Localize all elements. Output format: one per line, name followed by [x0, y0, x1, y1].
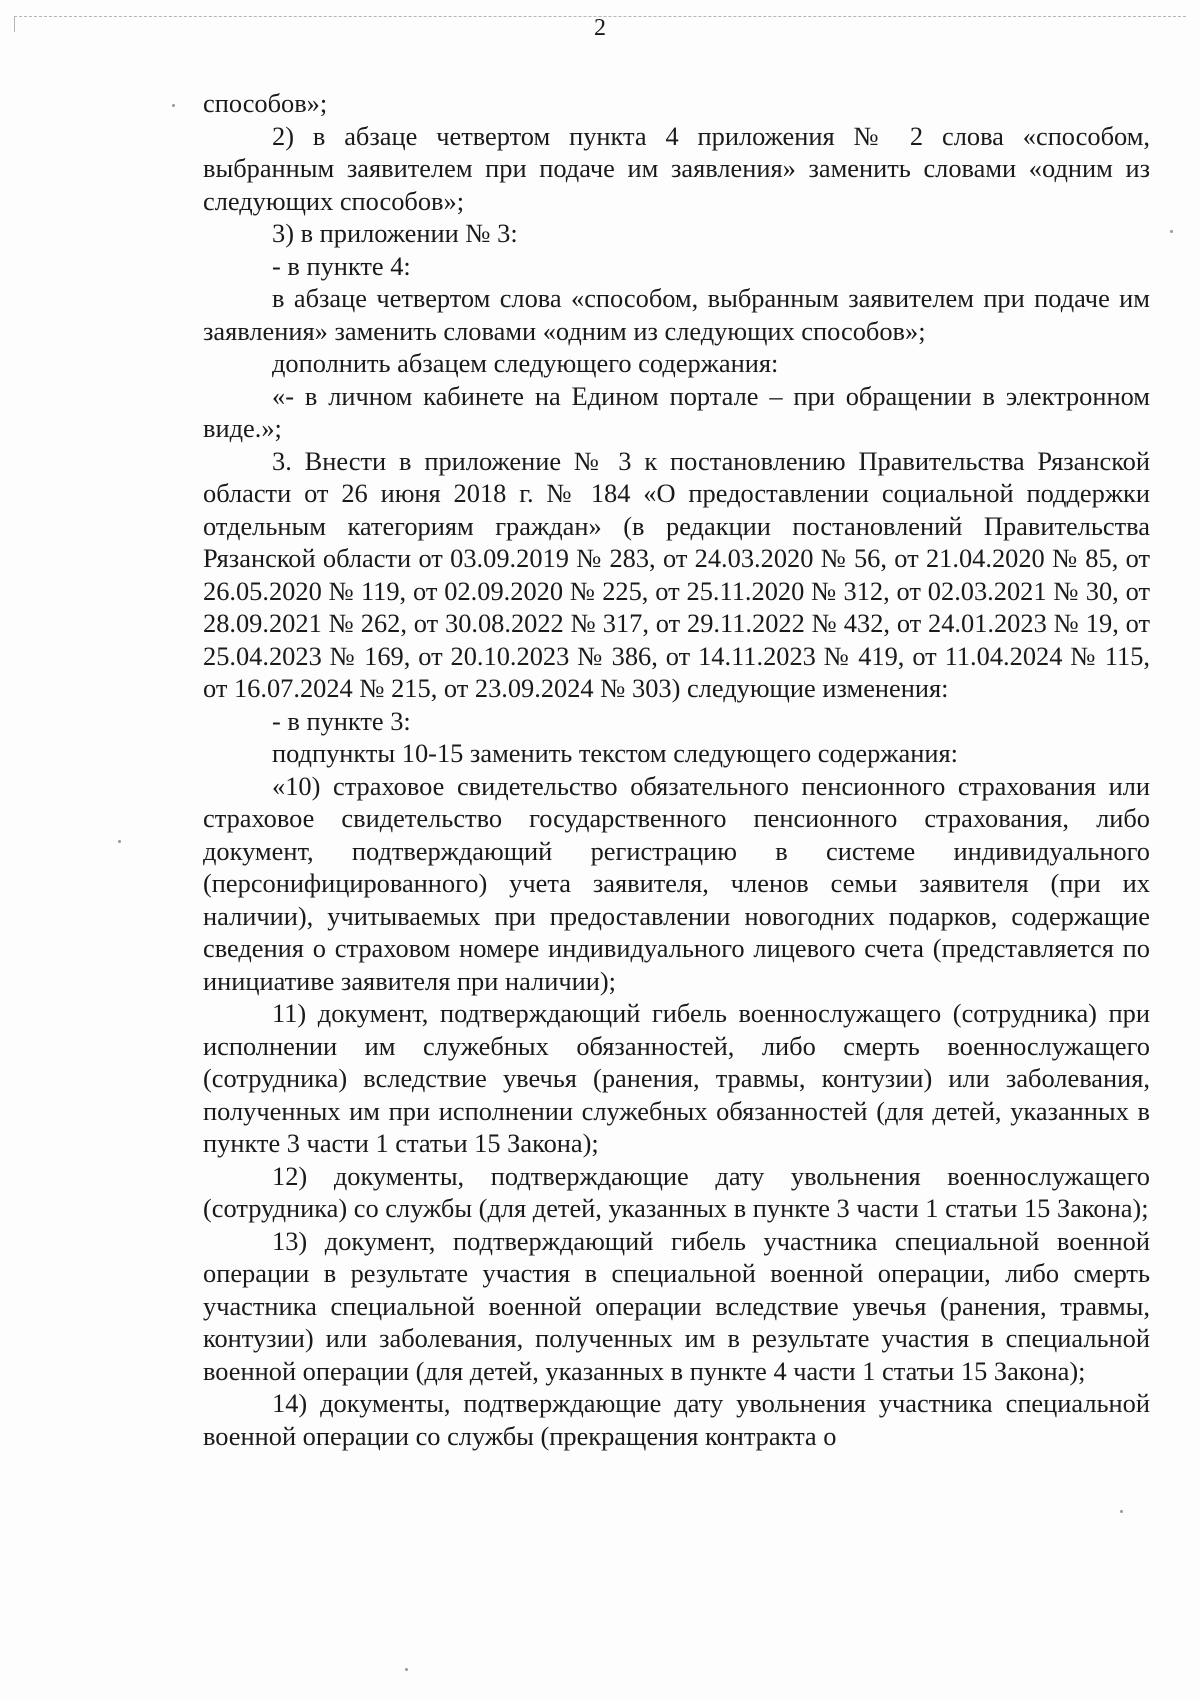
paragraph: 12) документы, подтверждающие дату увольнения военнослужащего (сотрудника) со службы (для детей, указанных в пункте 3 части 1 статьи 15 Закона); — [203, 1160, 1150, 1223]
paragraph: 2) в абзаце четвертом пункта 4 приложения № 2 слова «способом, выбранным заявителем при подаче им заявления» заменить словами «одним из следующих способов»; — [203, 120, 1150, 216]
paragraph: 13) документ, подтверждающий гибель участника специальной военной операции в результате участия в специальной военной операции, либо смерть участника специальной военной операции вследствие увечья (ранения, травмы, контузии) или заболевания, полученных им в результате участия в специальной военной операции (для детей, указанных в пункте 4 части 1 статьи 15 Закона); — [203, 1225, 1150, 1386]
scan-speck — [172, 104, 175, 107]
scan-speck — [1120, 1510, 1123, 1513]
paragraph: 14) документы, подтверждающие дату увольнения участника специальной военной операции со службы (прекращения контракта о — [203, 1388, 1150, 1451]
paragraph: дополнить абзацем следующего содержания: — [272, 348, 779, 378]
paragraph: - в пункте 3: — [272, 705, 411, 736]
paragraph: подпункты 10-15 заменить текстом следующего содержания: — [272, 738, 958, 768]
scan-speck — [405, 1668, 408, 1671]
page-number: 2 — [594, 15, 606, 41]
paragraph: - в пункте 4: — [272, 250, 411, 281]
paragraph: «10) страховое свидетельство обязательного пенсионного страхования или страховое свидетельство государственного пенсионного страхования, либо документ, подтверждающий регистрацию в системе индивидуального (персонифицированного) учета заявителя, членов семьи заявителя (при их наличии), учитываемых при предоставлении новогодних подарков, содержащие сведения о страховом номере индивидуального лицевого счета (представляется по инициативе заявителя при наличии); — [203, 770, 1150, 996]
document-body — [203, 87, 1150, 1452]
scan-speck — [118, 840, 121, 843]
paragraph: 3. Внести в приложение № 3 к постановлению Правительства Рязанской области от 26 июня 2018 г. № 184 «О предоставлении социальной поддержки отдельным категориям граждан» (в редакции постановлений Правительства Рязанской области от 03.09.2019 № 283, от 24.03.2020 № 56, от 21.04.2020 № 85, от 26.05.2020 № 119, от 02.09.2020 № 225, от 25.11.2020 № 312, от 02.03.2021 № 30, от 28.09.2021 № 262, от 30.08.2022 № 317, от 29.11.2022 № 432, от 24.01.2023 № 19, от 25.04.2023 № 169, от 20.10.2023 № 386, от 14.11.2023 № 419, от 11.04.2024 № 115, от 16.07.2024 № 215, от 23.09.2024 № 303) следующие изменения: — [203, 445, 1150, 703]
paragraph: 3) в приложении № 3: — [272, 218, 518, 248]
paragraph: способов»; — [203, 88, 328, 118]
paragraph: в абзаце четвертом слова «способом, выбранным заявителем при подаче им заявления» заменить словами «одним из следующих способов»; — [203, 283, 1150, 346]
paragraph: 11) документ, подтверждающий гибель военнослужащего (сотрудника) при исполнении им служебных обязанностей, либо смерть военнослужащего (сотрудника) вследствие увечья (ранения, травмы, контузии) или заболевания, полученных им при исполнении служебных обязанностей (для детей, указанных в пункте 3 части 1 статьи 15 Закона); — [203, 998, 1150, 1158]
paragraph: «- в личном кабинете на Едином портале – при обращении в электронном виде.»; — [203, 380, 1150, 443]
scan-speck — [1170, 230, 1173, 233]
